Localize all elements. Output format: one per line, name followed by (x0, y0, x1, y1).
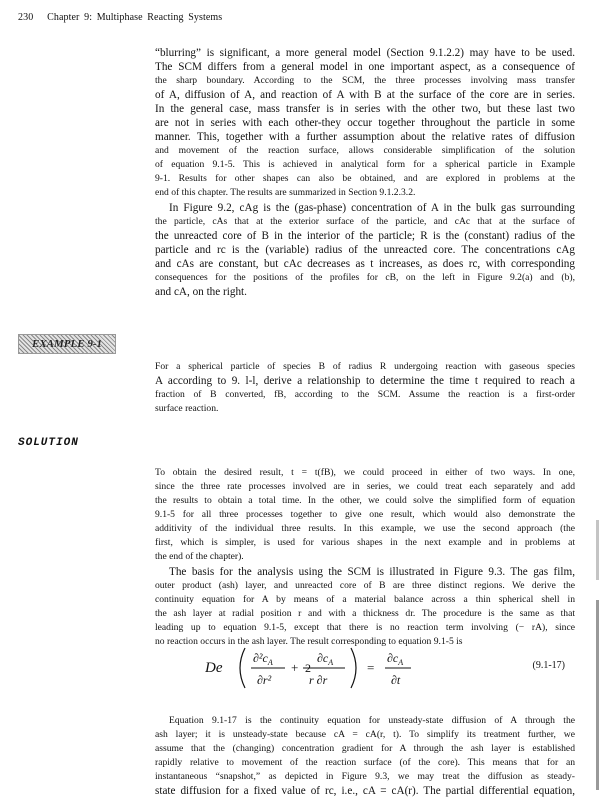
text-line: instantaneous “snapshot,” as depicted in Figure 9.3, we may treat the diffusion as steady- (155, 771, 575, 782)
text-line: outer product (ash) layer, and unreacted core of B are three distinct regions. We derive the (155, 580, 575, 591)
text-line: ash layer; it is unsteady-state because cA = cA(r, t). To simplify its treatment further, we (155, 729, 575, 740)
running-header (18, 12, 222, 23)
text-line: consequences for the positions of the profiles for cB, on the left in Figure 9.2(a) and (b), (155, 272, 575, 283)
text-line: the results to obtain a total time. In the other, we could solve the simplified form of equation (155, 495, 575, 506)
text-line: continuity equation for A by means of a material balance across a thin spherical shell in (155, 594, 575, 605)
text-line: A according to 9. l-l, derive a relationship to determine the time t required to reach a (155, 375, 575, 387)
text-line: state diffusion for a fixed value of rc, i.e., cA = cA(r). The partial differential equation, (155, 785, 575, 797)
scan-edge-mark (596, 600, 599, 790)
paren-left (240, 648, 245, 688)
text-line: For a spherical particle of species B of radius R undergoing reaction with gaseous species (155, 361, 575, 372)
equation-number: (9.1-17) (532, 660, 565, 671)
svg-text:∂cA: $\partial c_A$ (317, 651, 334, 667)
text-line: Equation 9.1-17 is the continuity equation for unsteady-state diffusion of A through the (169, 715, 575, 726)
svg-text:r ∂r: r ∂r (309, 673, 328, 687)
text-line: additivity of the individual three results. In this example, we use the second approach (the (155, 523, 575, 534)
text-line: “blurring” is significant, a more general model (Section 9.1.2.2) may have to be used. (155, 47, 575, 59)
text-line: fraction of B converted, fB, according to the SCM. Assume the reaction is a first-order (155, 389, 575, 400)
text-line: surface reaction. (155, 403, 219, 414)
chapter-word: Chapter (47, 12, 80, 23)
svg-text:=: = (367, 660, 375, 675)
text-line: manner. This, together with a further assumption about the relative rates of diffusion (155, 131, 575, 143)
text-line: the unreacted core of B in the interior of the particle; R is the (constant) radius of the (155, 230, 575, 242)
diffusivity-coefficient: De (205, 660, 223, 676)
equation-graphic (205, 640, 565, 696)
text-line: In the general case, mass transfer is in series with the other two, but these last two (155, 103, 575, 115)
text-line: and cAs are constant, but cAc decreases as t increases, as does rc, with corresponding (155, 258, 575, 270)
solution-label: SOLUTION (18, 437, 79, 449)
scan-edge-mark (596, 520, 599, 580)
svg-text:∂r²: ∂r² (257, 673, 272, 687)
text-line: the end of the chapter). (155, 551, 244, 562)
text-line: the ash layer at radial position r and with a thickness dr. The procedure is the same as that (155, 608, 575, 619)
text-line: In Figure 9.2, cAg is the (gas-phase) concentration of A in the bulk gas surrounding (169, 202, 575, 214)
chapter-title: Multiphase Reacting Systems (96, 12, 223, 23)
svg-text:∂²cA: $\partial^2c_A$ (253, 651, 273, 667)
text-line: the particle, cAs that at the exterior surface of the particle, and cAc that at the surface of (155, 216, 575, 227)
text-line: The SCM differs from a general model in one important aspect, as a consequence of (155, 61, 575, 73)
text-line: assume that the (changing) concentration gradient for A through the ash layer is established (155, 743, 575, 754)
text-line: first, which is simpler, is used for various shapes in the next example and in problems at (155, 537, 575, 548)
equation-9-1-17 (155, 640, 575, 696)
text-line: and movement of the reaction surface, allows considerable simplification of the solution (155, 145, 575, 156)
page-number: 230 (18, 12, 34, 23)
text-line: particle and rc is the (variable) radius of the unreacted core. The concentrations cAg (155, 244, 575, 256)
svg-text:∂t: ∂t (391, 673, 401, 687)
text-line: are not in series with each other-they occur together throughout the particle in some (155, 117, 575, 129)
text-line: of A, diffusion of A, and reaction of A with B at the surface of the core are in series. (155, 89, 575, 101)
text-line: 9.1-5 for all three processes together to give one result, which would also demonstrate the (155, 509, 575, 520)
text-line: To obtain the desired result, t = t(fB), we could proceed in either of two ways. In one, (155, 467, 575, 478)
text-line: no reaction occurs in the ash layer. The result corresponding to equation 9.1-5 is (155, 636, 463, 647)
text-line: rapidly relative to movement of the reaction surface (of the core). This means that for an (155, 757, 575, 768)
text-line: the sharp boundary. According to the SCM, the three processes involving mass transfer (155, 75, 575, 86)
text-line: of equation 9.1-5. This is achieved in analytical form for a spherical particle in Example (155, 159, 575, 170)
chapter-number: 9: (84, 12, 93, 23)
svg-text:∂cA: $\partial c_A$ (387, 651, 404, 667)
text-line: leading up to equation 9.1-5, except that there is no reaction term involving (− rA), since (155, 622, 575, 633)
example-label: EXAMPLE 9-1 (18, 334, 116, 354)
text-line: end of this chapter. The results are summarized in Section 9.1.2.3.2. (155, 187, 416, 198)
text-line: and cA, on the right. (155, 286, 247, 298)
svg-text:2: 2 (305, 661, 311, 675)
paren-right (351, 648, 356, 688)
text-line: since the three rate processes involved are in series, we could treat each separately and add (155, 481, 575, 492)
svg-text:+: + (291, 660, 299, 675)
text-line: 9-1. Results for other shapes can also be obtained, and are explored in problems at the (155, 173, 575, 184)
text-line: The basis for the analysis using the SCM is illustrated in Figure 9.3. The gas film, (169, 566, 575, 578)
